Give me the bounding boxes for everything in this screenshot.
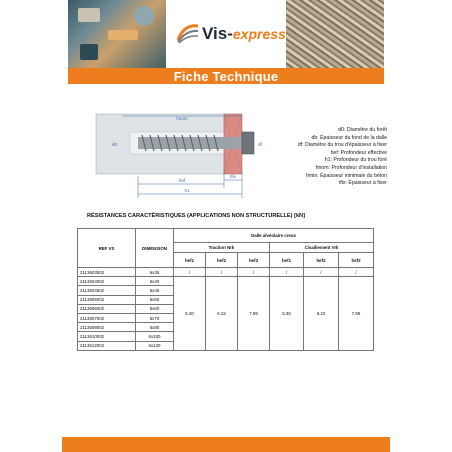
legend-item: hef: Profondeur effective [330,149,387,156]
cell-merged-value: 5.30 [270,277,304,351]
cell-value: / [339,268,374,277]
logo-area [166,0,286,68]
cell-ref: 2113605002 [78,295,136,304]
legend-item: hmin: Épaisseur minimale du béton [305,172,387,179]
cell-dim: 6x50 [136,295,174,304]
legend-item: db: Épaisseur du fond de la dalle [311,134,387,141]
legend-item: tfix: Épaisseur à fixer [338,180,387,187]
cell-ref: 2113603502 [78,268,136,277]
header-sub: hef1 [270,253,304,268]
cell-ref: 2113612002 [78,341,136,350]
header-traction: Traction Nrk [174,243,270,253]
table-row [78,277,374,286]
header-sub: hef2 [304,253,339,268]
legend-item: df: Diamètre du trou d'épaisseur à fixer [297,142,387,149]
cell-ref: 2113604002 [78,277,136,286]
legend-item: d0: Diamètre du forêt [338,127,387,133]
cell-dim: 6x80 [136,323,174,332]
logo-swoosh-icon [176,22,200,44]
cell-merged-value: 6.22 [206,277,238,351]
cell-ref: 2113604502 [78,286,136,295]
header-ref: REF VS [78,229,136,268]
cell-dim: 6x60 [136,304,174,313]
cell-dim: 6x35 [136,268,174,277]
cell-ref: 2113610002 [78,332,136,341]
cell-dim: 6x120 [136,341,174,350]
label-d0: d0 [112,142,118,147]
label-hnom: hnom [176,116,188,121]
cell-value: / [270,268,304,277]
legend-item: hnom: Profondeur d'installation [315,164,387,171]
cell-value: / [304,268,339,277]
header-sub: hef1 [174,253,206,268]
brand-main: Vis- [202,24,233,43]
cell-merged-value: 6.22 [304,277,339,351]
cell-ref: 2113606002 [78,304,136,313]
screw-head [242,132,254,154]
cell-dim: 6x70 [136,313,174,322]
cell-dim: 6x40 [136,277,174,286]
brand-logo-text [202,24,286,44]
header-sub: hef3 [339,253,374,268]
cell-value: / [174,268,206,277]
cell-dim: 6x45 [136,286,174,295]
table-row [78,268,374,277]
header-dimension: DIMENSION [136,229,174,268]
cell-dim: 6x100 [136,332,174,341]
symbol-legend [262,127,387,188]
cell-value: / [206,268,238,277]
label-h1: h1 [184,188,190,193]
brand-accent: express [232,26,286,42]
tools-photo [68,0,166,68]
page-title: Fiche Technique [173,68,279,84]
cell-merged-value: 5.30 [174,277,206,351]
title-bar [68,68,384,84]
cell-ref: 2113608002 [78,323,136,332]
cell-merged-value: 7.99 [238,277,270,351]
screws-photo [286,0,384,68]
header-sub: hef3 [238,253,270,268]
cell-ref: 2113607002 [78,313,136,322]
legend-item: h1: Profondeur du trou foré [324,157,387,164]
label-hef: hef [178,178,186,183]
anchor-diagram [92,110,272,206]
label-df: df [258,142,262,147]
header-banner [68,0,384,68]
cell-merged-value: 7.99 [339,277,374,351]
section-title: RÉSISTANCES CARACTÉRISTIQUES (APPLICATIONS NON STRUCTURELLE) [kN] [87,213,305,219]
label-tfix: tfix [230,174,236,179]
cell-value: / [238,268,270,277]
header-sub: hef2 [206,253,238,268]
footer-bar [62,437,390,452]
header-group: Dalle alvéolaire creux [174,229,374,243]
resistance-table [77,228,374,351]
header-shear: Cisaillement Vrk [270,243,374,253]
